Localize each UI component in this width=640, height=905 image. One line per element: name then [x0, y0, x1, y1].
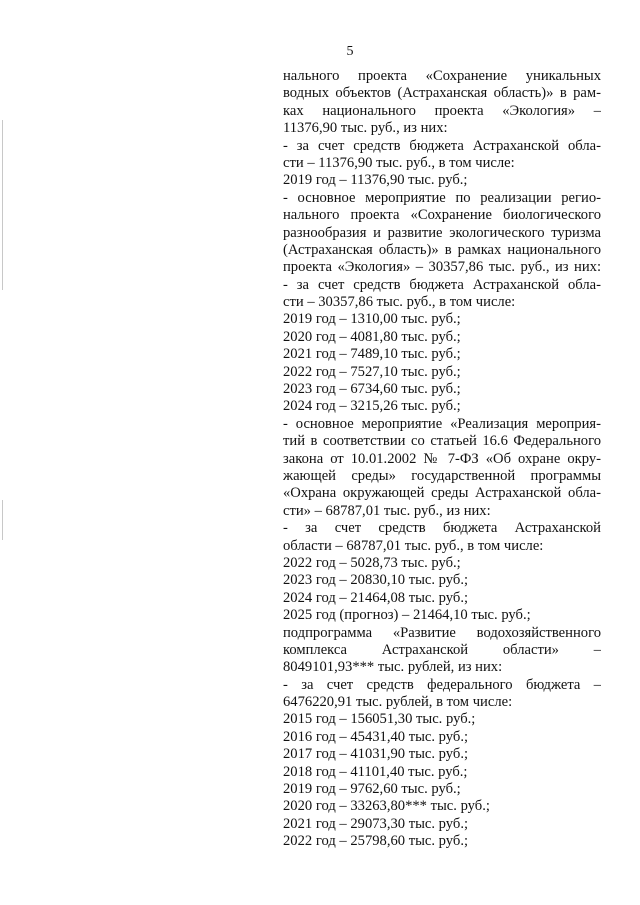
text-line: 2024 год – 3215,26 тыс. руб.; — [283, 398, 461, 415]
text-line: 2021 год – 7489,10 тыс. руб.; — [283, 346, 461, 363]
text-line: 6476220,91 тыс. рублей, в том числе: — [283, 694, 513, 711]
text-line: 2017 год – 41031,90 тыс. руб.; — [283, 746, 469, 763]
text-line: 2024 год – 21464,08 тыс. руб.; — [283, 589, 469, 606]
text-line: сти – 11376,90 тыс. руб., в том числе: — [283, 154, 515, 171]
text-line: ках национального проекта «Экология» – — [283, 102, 601, 119]
text-line: нального проекта «Сохранение уникальных — [283, 68, 601, 84]
text-line: - за счет средств федерального бюджета – — [283, 676, 601, 693]
text-line: сти – 30357,86 тыс. руб., в том числе: — [283, 294, 516, 311]
text-line: 11376,90 тыс. руб., из них: — [283, 120, 448, 137]
text-line: 2019 год – 11376,90 тыс. руб.; — [283, 172, 468, 189]
text-line: 2020 год – 33263,80*** тыс. руб.; — [283, 798, 490, 815]
text-line: 8049101,93*** тыс. рублей, из них: — [283, 659, 503, 676]
text-line: подпрограмма «Развитие водохозяйственного — [283, 624, 601, 641]
text-line: «Охрана окружающей среды Астраханской обла- — [283, 485, 601, 502]
text-line: 2023 год – 6734,60 тыс. руб.; — [283, 381, 461, 398]
text-line: жающей среды» государственной программы — [283, 467, 601, 484]
text-line: 2016 год – 45431,40 тыс. руб.; — [283, 728, 469, 745]
text-line: 2018 год – 41101,40 тыс. руб.; — [283, 763, 468, 780]
text-line: проекта «Экология» – 30357,86 тыс. руб., из них: — [283, 259, 601, 276]
text-line: сти» – 68787,01 тыс. руб., из них: — [283, 502, 491, 519]
text-line: тий в соответствии со статьей 16.6 Федерального — [283, 433, 601, 450]
text-line: - за счет средств бюджета Астраханской — [283, 520, 601, 537]
text-line: (Астраханская область)» в рамках национального — [283, 241, 601, 258]
text-line: 2021 год – 29073,30 тыс. руб.; — [283, 815, 469, 832]
document-text-block — [283, 68, 601, 851]
text-line: 2022 год – 25798,60 тыс. руб.; — [283, 833, 469, 850]
text-line: - основное мероприятие «Реализация мероприя- — [283, 415, 601, 432]
text-line: - основное мероприятие по реализации регио- — [283, 189, 601, 206]
text-line: 2022 год – 5028,73 тыс. руб.; — [283, 554, 461, 571]
text-line: 2019 год – 9762,60 тыс. руб.; — [283, 781, 461, 798]
text-line: разнообразия и развитие экологического туризма — [283, 224, 601, 241]
text-line: области – 68787,01 тыс. руб., в том числе: — [283, 537, 544, 554]
text-line: 2025 год (прогноз) – 21464,10 тыс. руб.; — [283, 607, 531, 624]
text-line: нального проекта «Сохранение биологического — [283, 207, 601, 224]
text-line: 2019 год – 1310,00 тыс. руб.; — [283, 311, 461, 328]
scan-margin-mark-bottom — [2, 500, 3, 540]
text-line: 2020 год – 4081,80 тыс. руб.; — [283, 328, 461, 345]
text-line: - за счет средств бюджета Астраханской обла- — [283, 276, 601, 293]
text-line: комплекса Астраханской области» – — [283, 641, 601, 658]
text-line: закона от 10.01.2002 № 7-ФЗ «Об охране окру- — [283, 450, 601, 467]
scan-margin-mark-top — [2, 120, 3, 290]
text-line: водных объектов (Астраханская область)» в рам- — [283, 85, 601, 102]
text-line: - за счет средств бюджета Астраханской обла- — [283, 137, 601, 154]
text-line: 2022 год – 7527,10 тыс. руб.; — [283, 363, 461, 380]
page-number: 5 — [346, 44, 354, 59]
text-line: 2023 год – 20830,10 тыс. руб.; — [283, 572, 469, 589]
text-line: 2015 год – 156051,30 тыс. руб.; — [283, 711, 476, 728]
